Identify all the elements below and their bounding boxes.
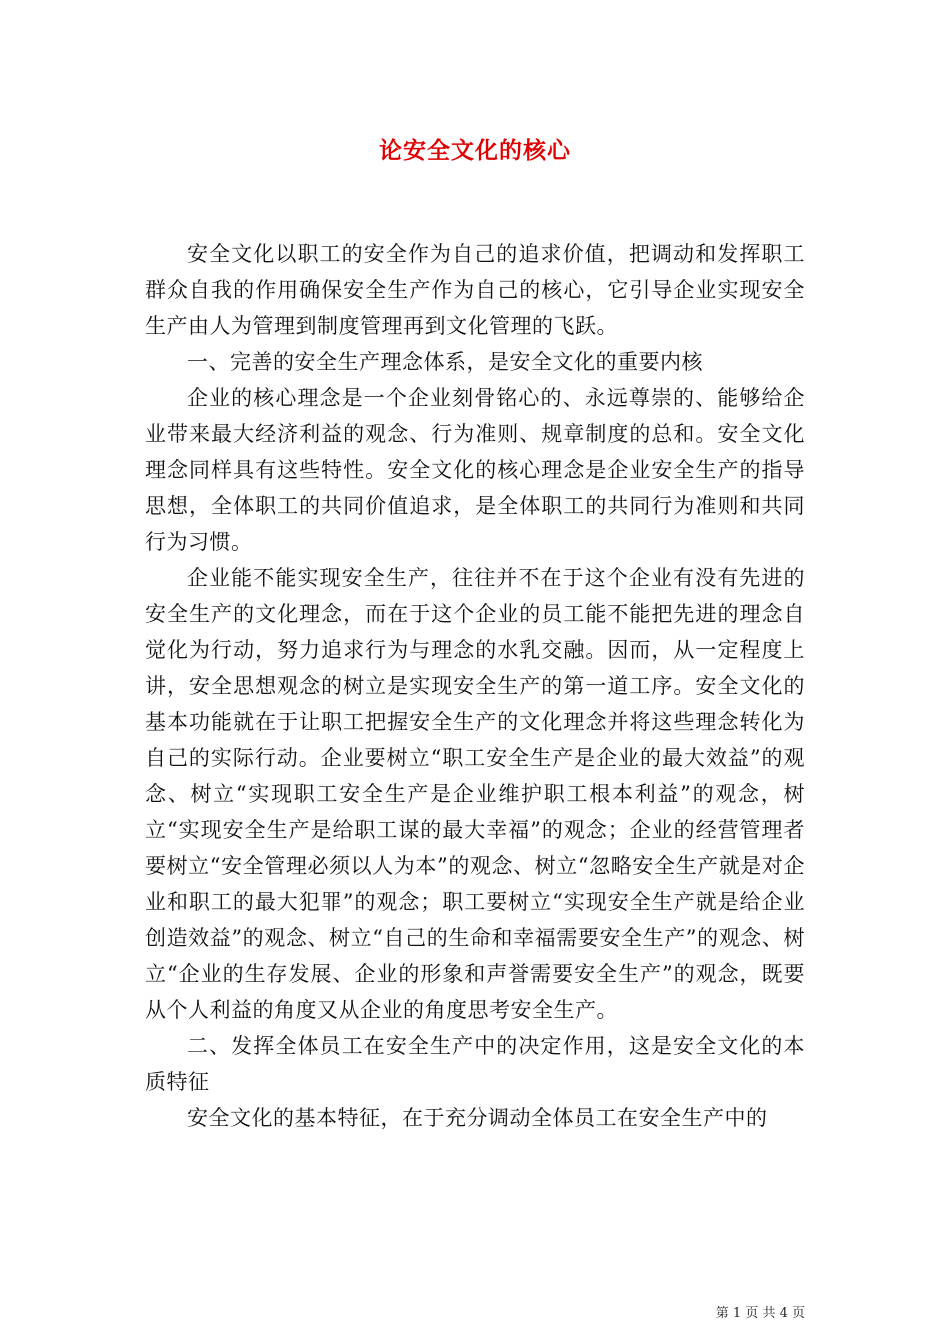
document-body [145, 236, 805, 1136]
section-heading-1: 一、完善的安全生产理念体系，是安全文化的重要内核 [187, 350, 703, 374]
page-number-footer [716, 1302, 805, 1321]
paragraph: 企业能不能实现安全生产，往往并不在于这个企业有没有先进的安全生产的文化理念，而在于这个企业的员工能不能把先进的理念自觉化为行动，努力追求行为与理念的水乳交融。因而，从一定程度上讲，安全思想观念的树立是实现安全生产的第一道工序。安全文化的基本功能就在于让职工把握安全生产的文化理念并将这些理念转化为自己的实际行动。企业要树立“职工安全生产是企业的最大效益”的观念、树立“实现职工安全生产是企业维护职工根本利益”的观念，树立“实现安全生产是给职工谋的最大幸福”的观念；企业的经营管理者要树立“安全管理必须以人为本”的观念、树立“忽略安全生产就是对企业和职工的最大犯罪”的观念；职工要树立“实现安全生产就是给企业创造效益”的观念、树立“自己的生命和幸福需要安全生产”的观念、树立“企业的生存发展、企业的形象和声誉需要安全生产”的观念，既要从个人利益的角度又从企业的角度思考安全生产。 [145, 566, 805, 1022]
section-heading-2: 二、发挥全体员工在安全生产中的决定作用，这是安全文化的本质特征 [145, 1034, 805, 1094]
page-number-label: 第 1 页 共 4 页 [715, 1306, 805, 1321]
paragraph: 企业的核心理念是一个企业刻骨铭心的、永远尊崇的、能够给企业带来最大经济利益的观念、行为准则、规章制度的总和。安全文化理念同样具有这些特性。安全文化的核心理念是企业安全生产的指导思想，全体职工的共同价值追求，是全体职工的共同行为准则和共同行为习惯。 [145, 386, 805, 554]
paragraph: 安全文化的基本特征，在于充分调动全体员工在安全生产中的 [187, 1106, 768, 1130]
document-title: 论安全文化的核心 [379, 137, 571, 164]
paragraph-intro: 安全文化以职工的安全作为自己的追求价值，把调动和发挥职工群众自我的作用确保安全生产作为自己的核心，它引导企业实现安全生产由人为管理到制度管理再到文化管理的飞跃。 [145, 242, 805, 338]
